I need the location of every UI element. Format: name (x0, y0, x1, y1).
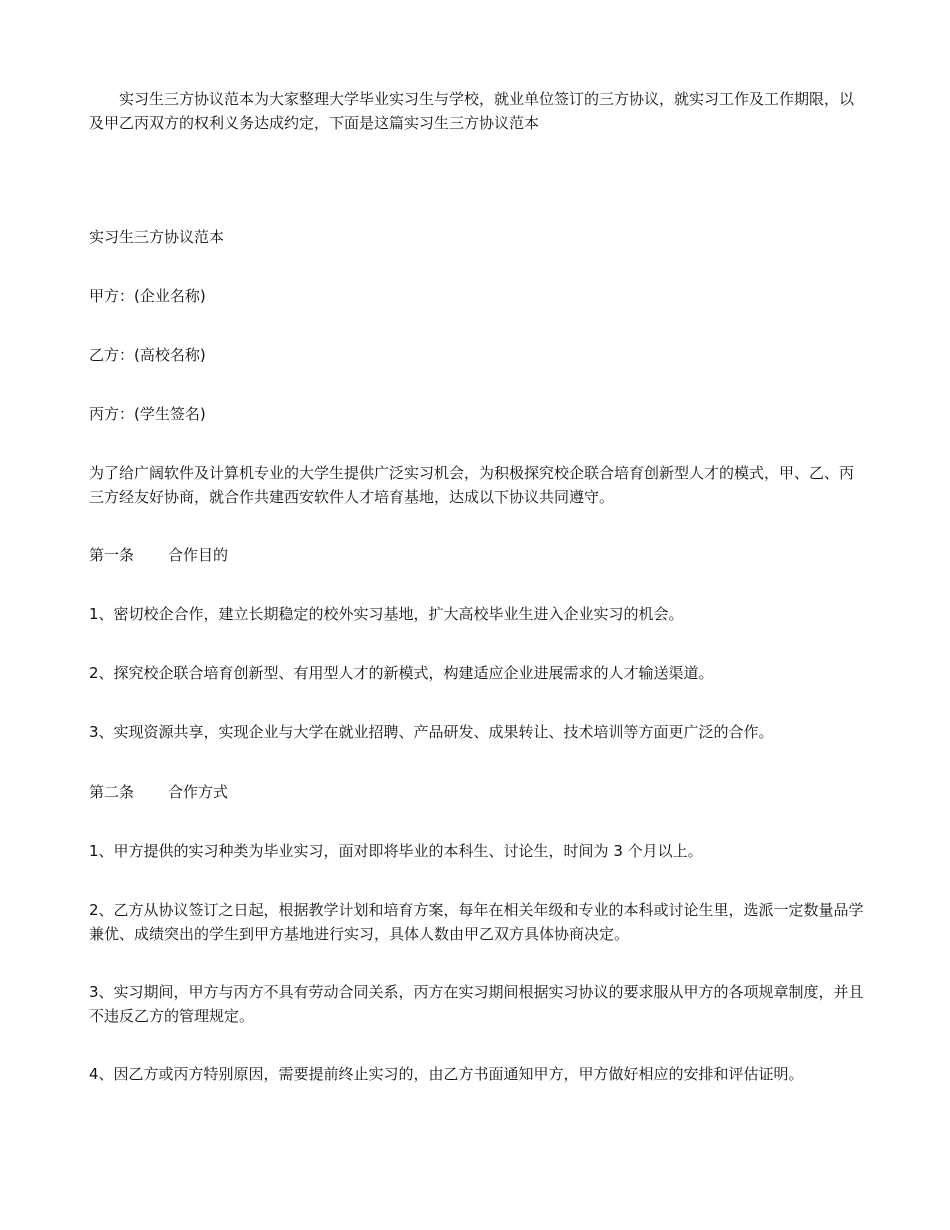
article-1-item: 2、探究校企联合培育创新型、有用型人才的新模式，构建适应企业进展需求的人才输送渠道。 (89, 664, 714, 682)
article-2-title: 合作方式 (168, 783, 229, 801)
article-2-item: 2、乙方从协议签订之日起，根据教学计划和培育方案，每年在相关年级和专业的本科或讨论生里，选派一定数量品学兼优、成绩突出的学生到甲方基地进行实习，具体人数由甲乙双方具体协商决定。 (89, 901, 864, 943)
party-a-line: 甲方：(企业名称) (89, 287, 206, 305)
party-b-line: 乙方：(高校名称) (89, 346, 206, 364)
intro-paragraph: 实习生三方协议范本为大家整理大学毕业实习生与学校，就业单位签订的三方协议，就实习工作及工作期限，以及甲乙丙双方的权利义务达成约定，下面是这篇实习生三方协议范本 (89, 90, 855, 132)
article-1-number: 第一条 (89, 546, 135, 564)
article-2-heading (89, 780, 864, 804)
article-2-item: 1、甲方提供的实习种类为毕业实习，面对即将毕业的本科生、讨论生，时间为 3 个月以上。 (89, 842, 703, 860)
article-2-item: 3、实习期间，甲方与丙方不具有劳动合同关系，丙方在实习期间根据实习协议的要求服从甲方的各项规章制度，并且不违反乙方的管理规定。 (89, 983, 864, 1025)
article-1-item: 3、实现资源共享，实现企业与大学在就业招聘、产品研发、成果转让、技术培训等方面更广泛的合作。 (89, 723, 774, 741)
preamble-paragraph: 为了给广阔软件及计算机专业的大学生提供广泛实习机会，为积极探究校企联合培育创新型人才的模式，甲、乙、丙三方经友好协商，就合作共建西安软件人才培育基地，达成以下协议共同遵守。 (89, 464, 855, 506)
article-2-item: 4、因乙方或丙方特别原因，需要提前终止实习的，由乙方书面通知甲方，甲方做好相应的安排和评估证明。 (89, 1065, 804, 1083)
article-1-title: 合作目的 (168, 546, 229, 564)
party-c-line: 丙方：(学生签名) (89, 405, 206, 423)
article-1-item: 1、密切校企合作，建立长期稳定的校外实习基地，扩大高校毕业生进入企业实习的机会。 (89, 605, 684, 623)
article-1-heading (89, 543, 864, 567)
document-title: 实习生三方协议范本 (89, 228, 225, 246)
article-2-number: 第二条 (89, 783, 135, 801)
